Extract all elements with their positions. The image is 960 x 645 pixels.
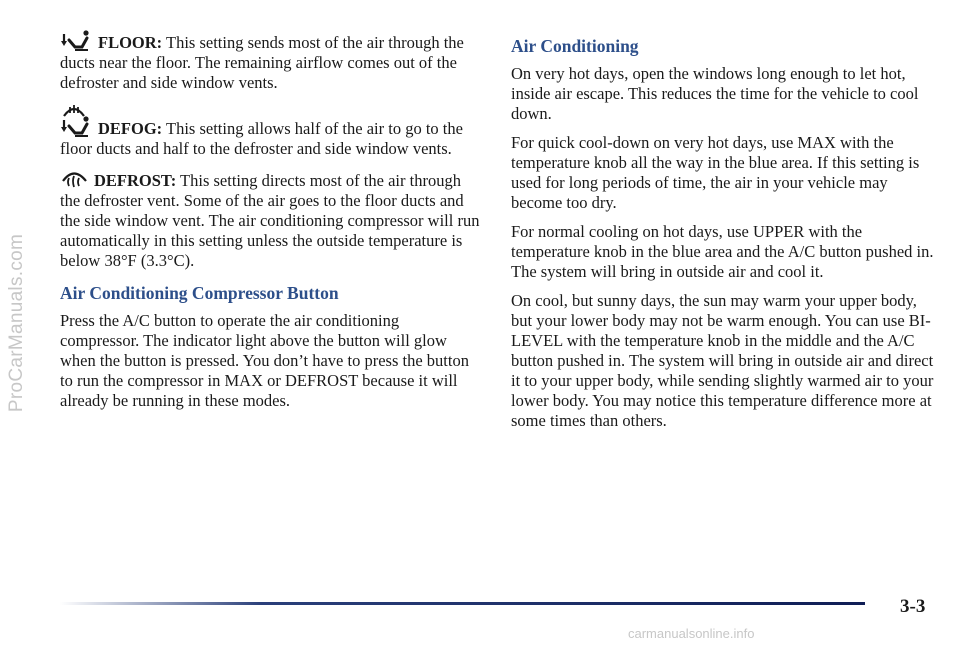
defrost-text: This setting directs most of the air through the defroster vent. Some of the air goes to the floor ducts and the side window vent. The air conditioning compressor will run automatically in this setting unless the outside temperature is below 38°F (3.3°C). — [60, 171, 480, 270]
footer-url: carmanualsonline.info — [628, 626, 755, 641]
compressor-heading: Air Conditioning Compressor Button — [60, 283, 339, 303]
floor-vent-icon — [60, 30, 94, 52]
ac-paragraph-3: For normal cooling on hot days, use UPPER with the temperature knob in the blue area and the A/C button pushed in. The system will bring in outside air and cool it. — [511, 222, 934, 281]
footer-rule — [60, 602, 865, 605]
right-column — [511, 36, 936, 440]
floor-label: FLOOR: — [98, 33, 163, 52]
left-column — [60, 30, 480, 420]
watermark-text: ProCarManuals.com — [6, 233, 27, 412]
ac-paragraph-1: On very hot days, open the windows long enough to let hot, inside air escape. This reduces the time for the vehicle to cool down. — [511, 64, 919, 123]
defog-label: DEFOG: — [98, 119, 163, 138]
ac-paragraph-2: For quick cool-down on very hot days, use MAX with the temperature knob all the way in the blue area. If this setting is used for long periods of time, the air in your vehicle may become too dry. — [511, 133, 920, 212]
page-number: 3-3 — [900, 596, 926, 617]
floor-paragraph — [60, 30, 480, 93]
ac-paragraph-4: On cool, but sunny days, the sun may warm your upper body, but your lower body may not be warm enough. You can use BI-LEVEL with the temperature knob in the middle and the A/C button pushed in. The system will bring in outside air and direct it to your upper body, while sending slightly warmed air to your lower body. You may notice this temperature difference more at some times than others. — [511, 291, 934, 430]
defog-text: This setting allows half of the air to go to the floor ducts and half to the defroster and side window vents. — [60, 119, 463, 158]
defrost-paragraph — [60, 168, 480, 271]
defrost-icon — [60, 168, 90, 190]
defog-paragraph — [60, 102, 480, 159]
floor-vent-icon — [60, 116, 94, 138]
compressor-paragraph: Press the A/C button to operate the air conditioning compressor. The indicator light above the button will glow when the button is pressed. You don’t have to press the button to run the compressor in MAX or DEFROST because it will already be running in these modes. — [60, 311, 469, 410]
side-watermark — [2, 0, 32, 645]
floor-text: This setting sends most of the air through the ducts near the floor. The remaining airflow comes out of the defroster and side window vents. — [60, 33, 464, 92]
ac-heading: Air Conditioning — [511, 36, 639, 56]
defrost-label: DEFROST: — [94, 171, 177, 190]
